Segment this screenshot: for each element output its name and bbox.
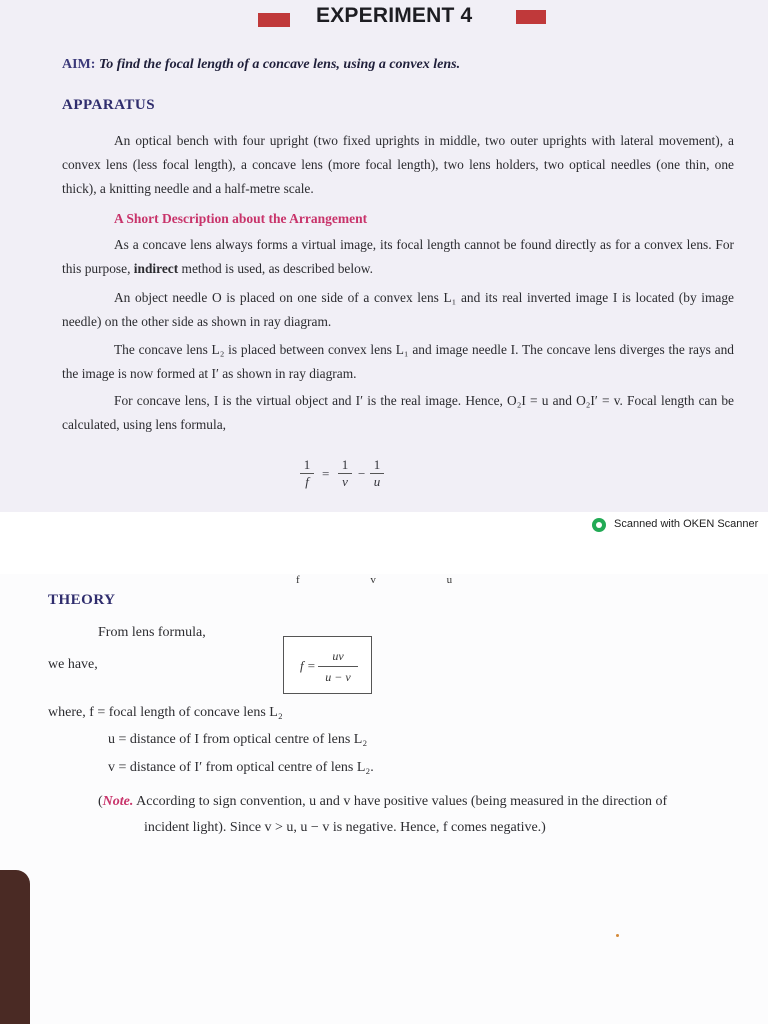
fraction-1-over-v: $\frac{1}{v}$ (338, 458, 352, 490)
aim-text: To find the focal length of a concave lens, using a convex lens. (98, 57, 461, 72)
p1-text-after: method is used, as described below. (181, 261, 373, 276)
note-line-1: According to sign convention, u and v have positive values (being measured in the direction of (136, 794, 668, 809)
apparatus-heading: APPARATUS (62, 97, 156, 113)
theory-heading: THEORY (48, 592, 116, 608)
definition-v: v = distance of I′ from optical centre of lens L₂. (108, 760, 374, 775)
formula-f-equals: f = (300, 658, 316, 673)
note-line-2: incident light). Since v > u, u − v is negative. Hence, f comes negative.) (144, 820, 546, 835)
aim-label: AIM: (62, 57, 96, 72)
arrangement-heading: A Short Description about the Arrangement (114, 211, 368, 226)
paper-speck (616, 934, 619, 937)
arrangement-paragraph-3: The concave lens L₂ is placed between convex lens L₁ and image needle I. The concave lens diverges the rays and the image is now formed at I′ as shown in ray diagram. (62, 342, 734, 381)
note-label: Note. (102, 794, 134, 809)
fraction-1-over-u: $\frac{1}{u}$ (370, 458, 384, 490)
formula-fraction (318, 649, 358, 685)
cutoff-formula-marks: f v u (296, 574, 487, 586)
lower-page (0, 574, 768, 1024)
title-decoration-left (258, 13, 290, 27)
arrangement-paragraph-4: For concave lens, I is the virtual object and I′ is the real image. Hence, O₂I = u and O₂I′ = v. Focal length can be calculated, using lens formula, (62, 393, 734, 432)
equals-sign: = (322, 466, 330, 481)
p1-text-before: As a concave lens always forms a virtual image, its focal length cannot be found directly as for a convex lens. For this purpose, (62, 237, 734, 276)
scanner-text: Scanned with OKEN Scanner (614, 518, 759, 530)
boxed-focal-length-formula (283, 636, 372, 694)
apparatus-paragraph: An optical bench with four upright (two fixed uprights in middle, two outer uprights with lateral movement), a convex lens (less focal length), a concave lens (more focal length), two lens holders, two optical needles (one thin, one thick), a knitting needle and a half-metre scale. (62, 133, 734, 196)
note-open-paren: ( (98, 794, 103, 809)
minus-sign: − (358, 466, 366, 481)
from-lens-formula-text: From lens formula, (98, 625, 206, 640)
book-binding-edge (0, 870, 30, 1024)
fraction-1-over-f: $\frac{1}{f}$ (300, 458, 314, 490)
aim-line (62, 57, 460, 73)
we-have-text: we have, (48, 657, 98, 672)
p1-bold-word: indirect (133, 261, 179, 276)
formula-denominator: u − v (325, 670, 351, 684)
title-decoration-right (516, 10, 546, 24)
formula-numerator: uv (318, 649, 358, 667)
title-row (0, 4, 768, 32)
experiment-title: EXPERIMENT 4 (316, 4, 473, 27)
scanner-logo-icon (592, 518, 606, 532)
scanner-watermark (0, 512, 768, 574)
definition-f: where, f = focal length of concave lens L₂ (48, 705, 283, 720)
arrangement-paragraph-2: An object needle O is placed on one side of a convex lens L₁ and its real inverted image I is located (by image needle) on the other side as shown in ray diagram. (62, 290, 734, 329)
definition-u: u = distance of I from optical centre of lens L₂ (108, 732, 368, 747)
sign-convention-note (98, 789, 762, 841)
arrangement-paragraph-1 (62, 233, 734, 281)
